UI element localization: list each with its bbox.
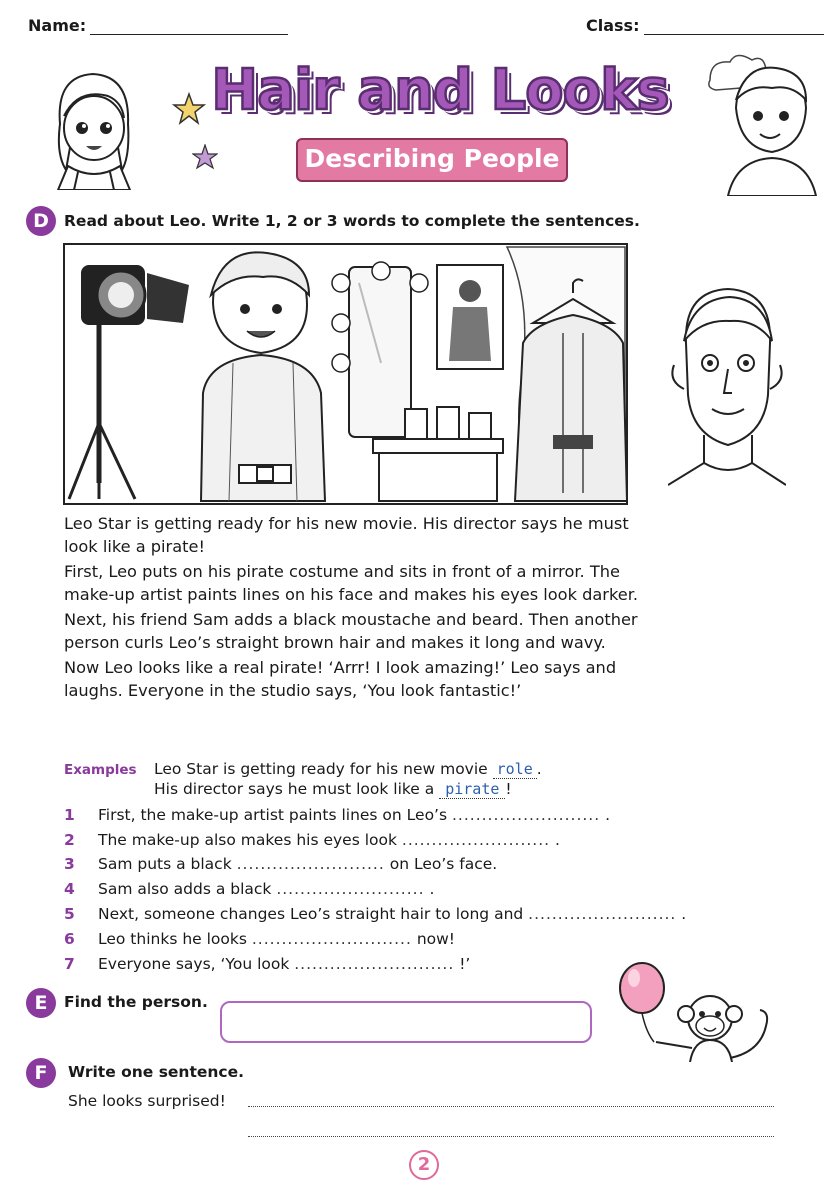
find-person-answer-box[interactable] [220, 1001, 592, 1043]
section-d-instruction: Read about Leo. Write 1, 2 or 3 words to complete the sentences. [64, 212, 640, 230]
answer-blank[interactable]: ......................... [401, 831, 551, 849]
girl-illustration [38, 66, 148, 190]
example-row-1: Examples Leo Star is getting ready for his new movie role . [64, 758, 542, 780]
story-paragraph: First, Leo puts on his pirate costume and sits in front of a mirror. The make-up artist paints lines on his face and makes his eyes look darker. [64, 562, 639, 604]
example-answer: role [493, 760, 537, 779]
name-field[interactable] [90, 34, 288, 35]
star-icon [192, 144, 218, 170]
question-5: 5 Next, someone changes Leo’s straight hair to long and ......................... . [64, 905, 687, 923]
answer-blank[interactable]: ......................... [276, 880, 425, 898]
name-label: Name: [28, 16, 87, 35]
example-answer: pirate [439, 780, 505, 799]
answer-blank[interactable]: ........................... [294, 955, 455, 973]
leo-character [201, 252, 325, 501]
question-6: 6 Leo thinks he looks ........................... now! [64, 930, 456, 948]
story-text [64, 512, 644, 704]
page-title-container [200, 58, 680, 123]
writing-line-1[interactable] [248, 1106, 774, 1107]
page-title: Hair and Looks [211, 58, 669, 123]
answer-blank[interactable]: ......................... [236, 855, 385, 873]
question-2: 2 The make-up also makes his eyes look ......................... . [64, 831, 560, 849]
examples-label: Examples [64, 762, 137, 778]
question-4: 4 Sam also adds a black ......................... . [64, 880, 435, 898]
monkey-balloon-illustration [610, 962, 770, 1062]
class-field[interactable] [644, 34, 824, 35]
answer-blank[interactable]: ......................... [451, 806, 601, 824]
section-d-badge: D [26, 206, 56, 236]
boy-illustration [706, 50, 818, 196]
section-f-instruction: Write one sentence. [68, 1063, 245, 1081]
question-1: 1 First, the make-up artist paints lines on Leo’s ......................... . [64, 806, 611, 824]
question-7: 7 Everyone says, ‘You look ........................... !’ [64, 955, 471, 973]
studio-scene-illustration [63, 243, 628, 505]
section-e-instruction: Find the person. [64, 993, 208, 1011]
subtitle-ribbon [296, 138, 568, 182]
section-f-prompt: She looks surprised! [68, 1092, 226, 1110]
story-paragraph: Now Leo looks like a real pirate! ‘Arrr! I look amazing!’ Leo says and laughs. Everyone in the studio says, ‘You look fantastic!’ [64, 658, 617, 700]
page-number: 2 [409, 1150, 439, 1180]
question-3: 3 Sam puts a black ......................... on Leo’s face. [64, 855, 498, 873]
section-f-badge: F [26, 1058, 56, 1088]
page-subtitle: Describing People [304, 144, 560, 173]
answer-blank[interactable]: ......................... [528, 905, 677, 923]
answer-blank[interactable]: ........................... [251, 930, 412, 948]
writing-line-2[interactable] [248, 1136, 774, 1137]
example-row-2: His director says he must look like a pirate ! [154, 780, 512, 798]
story-paragraph: Leo Star is getting ready for his new movie. His director says he must look like a pirate! [64, 514, 629, 556]
man-face-illustration [668, 285, 786, 495]
class-label: Class: [586, 16, 640, 35]
pirate-portrait [437, 265, 503, 369]
story-paragraph: Next, his friend Sam adds a black moustache and beard. Then another person curls Leo’s straight brown hair and makes it long and wavy. [64, 610, 638, 652]
section-e-badge: E [26, 988, 56, 1018]
